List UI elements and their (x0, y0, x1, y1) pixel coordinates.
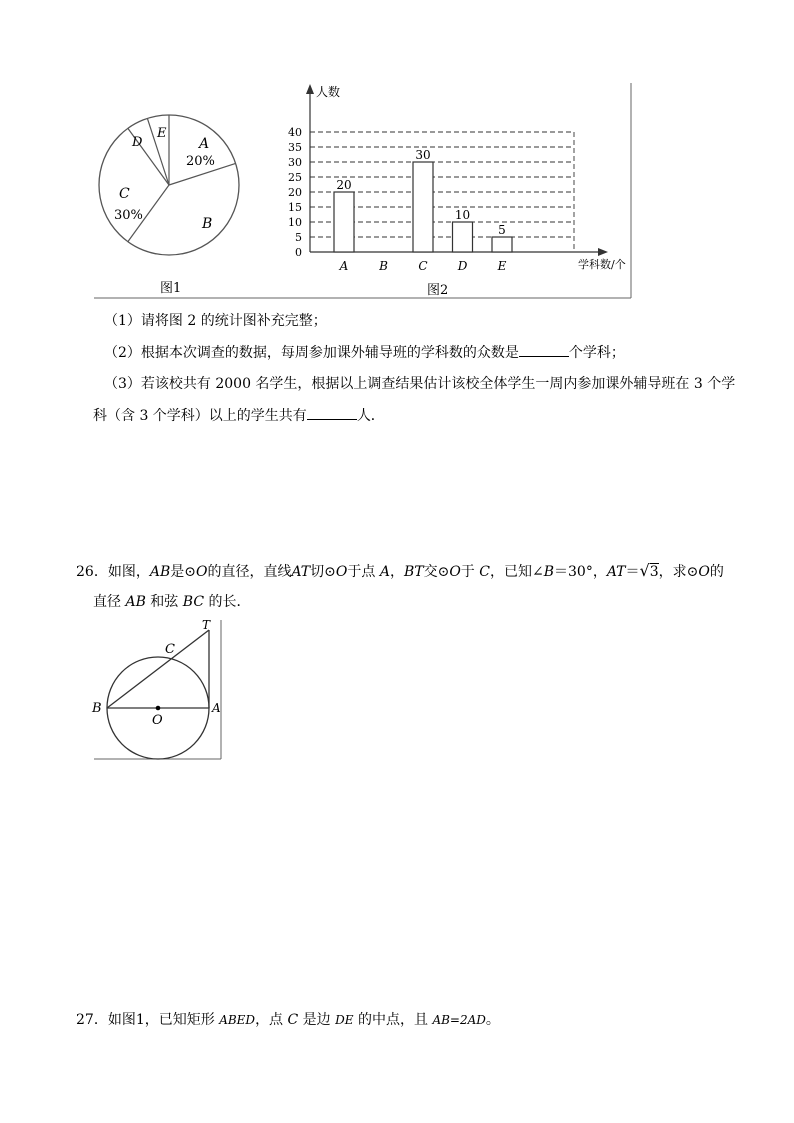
q25-part2 (104, 342, 625, 363)
q26-var-o: O (195, 564, 208, 580)
q26-var-c: C (479, 564, 490, 580)
q27-var-abed: ABED (219, 1013, 256, 1027)
q26-line2 (93, 592, 250, 612)
bar-ytick-30: 30 (288, 156, 302, 169)
bar-chart (288, 84, 626, 298)
q26-var-o: O (449, 564, 461, 580)
point-label-a: A (212, 701, 221, 715)
pie-slice-label-d: D (132, 135, 143, 150)
pie-slice-label-e: E (157, 126, 167, 141)
q26-text: 的直径，直线 (207, 564, 292, 580)
q27-line1 (76, 1010, 500, 1030)
q25-part3-blank[interactable] (307, 405, 357, 420)
bar-category-b: B (379, 259, 388, 273)
figures-svg (94, 80, 634, 300)
q27-text: ，点 (255, 1012, 288, 1028)
q27-text: 如图1，已知矩形 (107, 1012, 220, 1028)
q25-part3-line1: （3）若该校共有 2000 名学生，根据以上调查结果估计该校全体学生一周内参加课外辅导班在 3 个学 (104, 376, 736, 392)
bar-data-label-a: 20 (336, 178, 352, 192)
q27-var-c: C (287, 1012, 299, 1028)
q26-figure-svg (90, 615, 226, 761)
q26-text: ＝ (625, 564, 640, 580)
q26-var-at: AT (291, 564, 311, 580)
q26-text: 交⊙ (423, 564, 450, 580)
q25-part3-text: 科（含 3 个学科）以上的学生共有 (93, 408, 307, 424)
q26-var-bc: BC (182, 594, 205, 610)
q26-text: 的长． (204, 594, 251, 610)
q26-line1 (76, 561, 724, 582)
q26-var-b: B (543, 564, 554, 580)
bar-x-arrow (598, 248, 608, 256)
center-point (156, 706, 161, 711)
q27-var-eq: AB=2AD (432, 1013, 486, 1027)
bar-ytick-25: 25 (288, 171, 302, 184)
q25-part2-tail: 个学科； (568, 345, 625, 361)
q26-number: 26． (76, 564, 108, 580)
q27-var-de: DE (335, 1013, 354, 1027)
q26-var-bt: BT (403, 564, 424, 580)
q26-var-a: A (379, 564, 390, 580)
bar-ytick-15: 15 (288, 201, 302, 214)
pie-slice-label-b: B (202, 216, 213, 232)
bar-y-axis-label: 人数 (316, 85, 341, 99)
bar-ytick-35: 35 (288, 141, 302, 154)
bar-ytick-40: 40 (288, 126, 302, 139)
q27-number: 27． (76, 1012, 108, 1028)
q25-part1: （1）请将图 2 的统计图补充完整； (104, 313, 327, 329)
q26-var-at: AT (606, 564, 626, 580)
secant-bt (107, 630, 209, 708)
point-label-t: T (202, 618, 211, 632)
pie-slice-label-a: A (199, 136, 210, 152)
q26-var-o: O (698, 564, 710, 580)
bar-ytick-0: 0 (295, 246, 302, 259)
point-label-c: C (165, 642, 175, 657)
bar-data-label-d: 10 (454, 208, 471, 222)
bar-category-e: E (497, 259, 507, 273)
bar-e (492, 237, 512, 252)
pie-slice-percent-a: 20% (186, 154, 215, 169)
bar-a (334, 192, 354, 252)
bar-ytick-5: 5 (295, 231, 302, 244)
q26-var-ab: AB (149, 564, 171, 580)
bar-x-axis-label: 学科数/个 (578, 258, 626, 271)
q26-text: 的 (709, 564, 724, 580)
bar-c (413, 162, 433, 252)
q26-text: 切⊙ (310, 564, 336, 580)
pie-slice-label-c: C (119, 186, 130, 202)
q26-text: ＝30°， (554, 564, 607, 580)
q27-text: 。 (485, 1012, 500, 1028)
q25-part3-tail: 人． (356, 408, 385, 424)
q26-text: ， (389, 564, 404, 580)
q25-part2-text: （2）根据本次调查的数据，每周参加课外辅导班的学科数的众数是 (104, 345, 519, 361)
pie-caption: 图1 (160, 281, 182, 296)
bar-y-arrow (306, 84, 314, 94)
q26-text: 直径 (93, 594, 126, 610)
q26-text: 于点 (347, 564, 380, 580)
bar-ytick-10: 10 (288, 216, 302, 229)
point-label-o: O (152, 713, 163, 728)
point-label-b: B (92, 701, 102, 716)
q26-text: 和弦 (145, 594, 183, 610)
bar-category-d: D (457, 259, 468, 273)
figures-panel (94, 80, 634, 300)
pie-chart (99, 115, 239, 296)
q26-var-o: O (335, 564, 348, 580)
q26-var-ab: AB (125, 594, 146, 610)
q25-part3-line2 (93, 405, 385, 426)
pie-slice-percent-c: 30% (114, 208, 143, 223)
q26-text: ，求⊙ (658, 564, 699, 580)
q26-text: 于 (460, 564, 480, 580)
q27-text: 的中点，且 (353, 1012, 433, 1028)
bar-data-label-c: 30 (415, 148, 431, 162)
bar-category-c: C (418, 259, 428, 273)
bar-category-a: A (339, 259, 349, 273)
q26-figure (90, 615, 226, 761)
bar-ytick-20: 20 (288, 186, 302, 199)
q26-text: 如图， (107, 564, 150, 580)
q26-text: ，已知∠ (489, 564, 544, 580)
sqrt-symbol: √ (639, 561, 650, 580)
q25-part2-blank[interactable] (519, 342, 569, 357)
bar-d (453, 222, 473, 252)
q27-text: 是边 (298, 1012, 336, 1028)
q26-text: 是⊙ (170, 564, 196, 580)
bar-caption: 图2 (427, 283, 449, 298)
sqrt-radicand: 3 (649, 564, 659, 580)
bar-data-label-e: 5 (498, 223, 506, 237)
